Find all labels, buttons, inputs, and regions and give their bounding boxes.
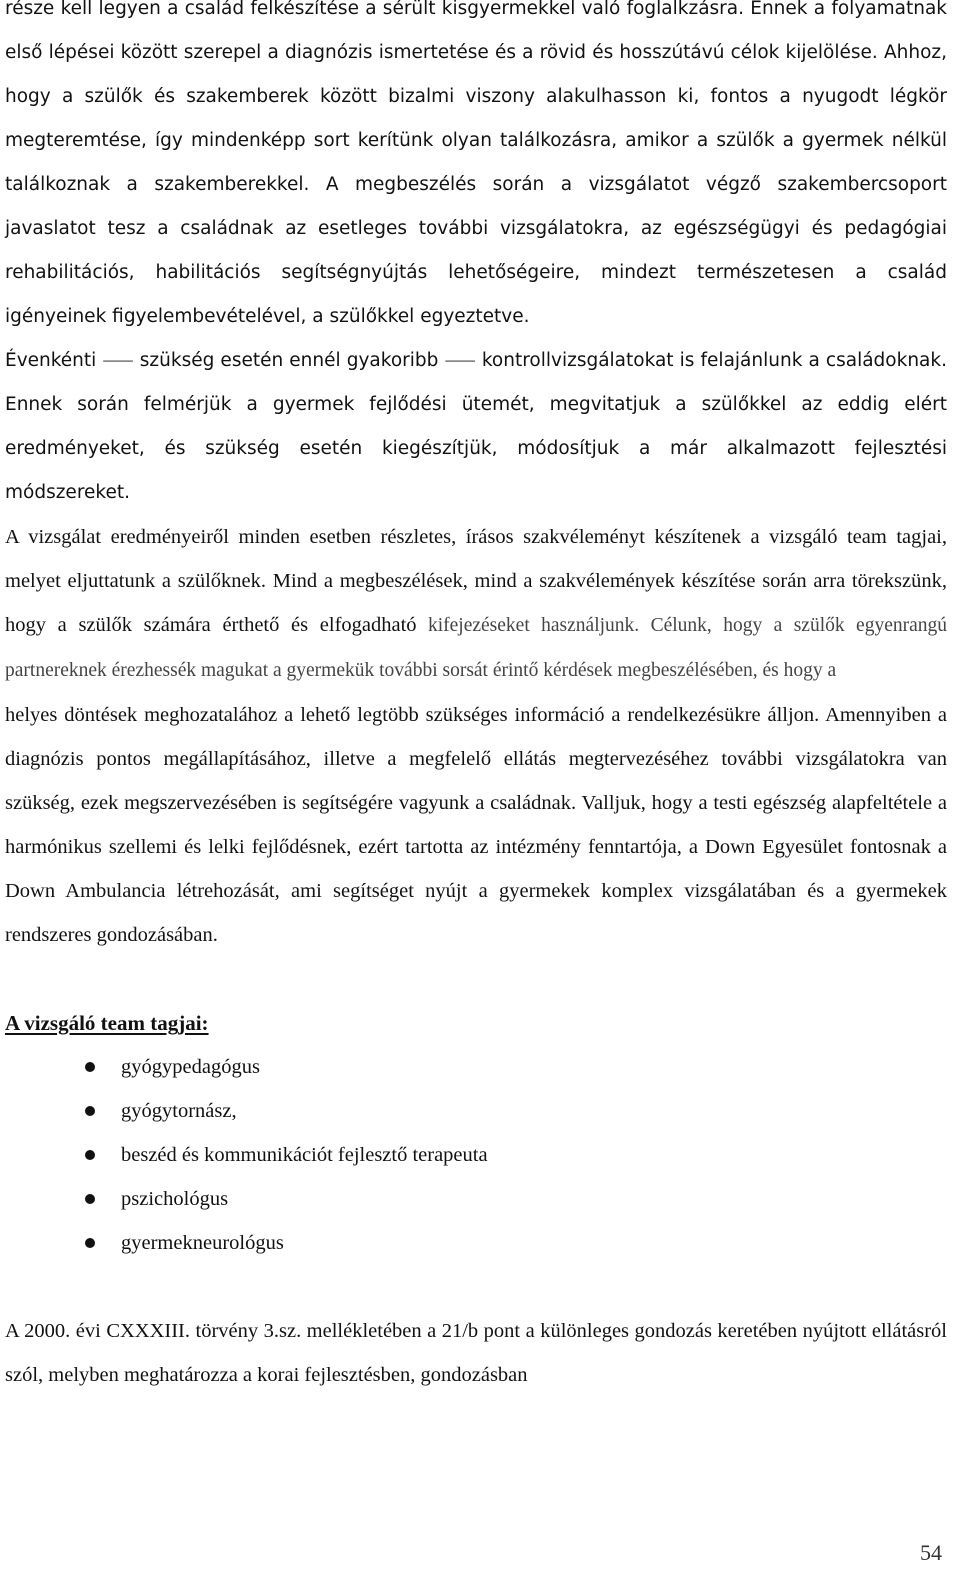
list-item bbox=[5, 1133, 947, 1177]
paragraph-decisions: helyes döntések meghozatalához a lehető legtöbb szükséges információ a rendelkezésükre álljon. Amennyiben a diagnózis pontos megállapításához, illetve a megfelelő ellátás megtervezéséhez további vizsgálatokra van szükség, ezek megszervezésében is segítségére vagyunk a családnak. Valljuk, hogy a testi egészség alapfeltétele a harmónikus szellemi és lelki fejlődésnek, ezért tartotta az intézmény fenntartója, a Down Egyesület fontosnak a Down Ambulancia létrehozását, ami segítséget nyújt a gyermekek komplex vizsgálatában és a gyermekek rendszeres gondozásában. bbox=[5, 704, 947, 946]
bullet-icon bbox=[85, 1194, 95, 1204]
paragraph-law-reference: A 2000. évi CXXXIII. törvény 3.sz. mellékletében a 21/b pont a különleges gondozás keretében nyújtott ellátásról szól, melyben meghatározza a korai fejlesztésben, gondozásban bbox=[5, 1320, 947, 1386]
team-heading-text: A vizsgáló team tagjai: bbox=[5, 1011, 209, 1035]
list-item-text: pszichológus bbox=[121, 1188, 229, 1210]
paragraph-family-preparation: része kell legyen a család felkészítése a sérült kisgyermekkel való foglalkzásra. Ennek a folyamatnak első lépései között szerepel a diagnózis ismertetése és a rövid és hosszútávú célok kijelölése. Ahhoz, hogy a szülők és szakemberek között bizalmi viszony alakulhasson ki, fontos a nyugodt légkör megteremtése, így mindenképp sort kerítünk olyan találkozásra, amikor a szülők a gyermek nélkül találkoznak a szakemberekkel. A megbeszélés során a vizsgálatot végző szakembercsoport javaslatot tesz a családnak az esetleges további vizsgálatokra, az egészségügyi és pedagógiai rehabilitációs, habilitációs segítségnyújtás lehetőségeire, mindezt természetesen a család igényeinek figyelembevételével, a szülőkkel egyeztetve. bbox=[5, 0, 947, 327]
document-page bbox=[5, 0, 947, 1397]
paragraph-written-opinion-middle: kifejezéseket használjunk. Célunk, hogy a szülők egyenrangú partnereknek érezhessék magukat a gyermekük további sorsát érintő kérdések megbeszélésében, és hogy a bbox=[5, 615, 947, 681]
list-item-text: gyógytornász, bbox=[121, 1100, 237, 1122]
paragraph-written-opinion-start: A vizsgálat eredményeiről minden esetben részletes, írásos szakvéleményt készítenek a vizsgáló team tagjai, melyet eljuttatunk a szülőknek. Mind a megbeszélések, mind a szakvélemények készítése során arra törekszünk, hogy a szülők számára érthető és elfogadható bbox=[5, 526, 947, 636]
bullet-icon bbox=[85, 1150, 95, 1160]
list-item-text: gyermekneurológus bbox=[121, 1232, 284, 1254]
bullet-icon bbox=[85, 1106, 95, 1116]
list-item bbox=[5, 1177, 947, 1221]
list-item bbox=[5, 1221, 947, 1265]
list-item-text: gyógypedagógus bbox=[121, 1056, 260, 1078]
team-members-list bbox=[5, 1045, 947, 1265]
paragraph-written-opinion bbox=[5, 515, 947, 693]
team-heading bbox=[5, 1001, 947, 1045]
page-number: 54 bbox=[920, 1540, 942, 1565]
list-item bbox=[5, 1045, 947, 1089]
bullet-icon bbox=[85, 1238, 95, 1248]
list-item-text: beszéd és kommunikációt fejlesztő terapeuta bbox=[121, 1144, 488, 1166]
bullet-icon bbox=[85, 1062, 95, 1072]
list-item bbox=[5, 1089, 947, 1133]
spacer bbox=[5, 1265, 947, 1309]
spacer bbox=[5, 957, 947, 1001]
paragraph-annual-checkups: Évenkénti ⸺ szükség esetén ennél gyakoribb ⸺ kontrollvizsgálatokat is felajánlunk a családoknak. Ennek során felmérjük a gyermek fejlődési ütemét, megvitatjuk a szülőkkel az eddig elért eredményeket, és szükség esetén kiegészítjük, módosítjuk a már alkalmazott fejlesztési módszereket. bbox=[5, 350, 947, 503]
